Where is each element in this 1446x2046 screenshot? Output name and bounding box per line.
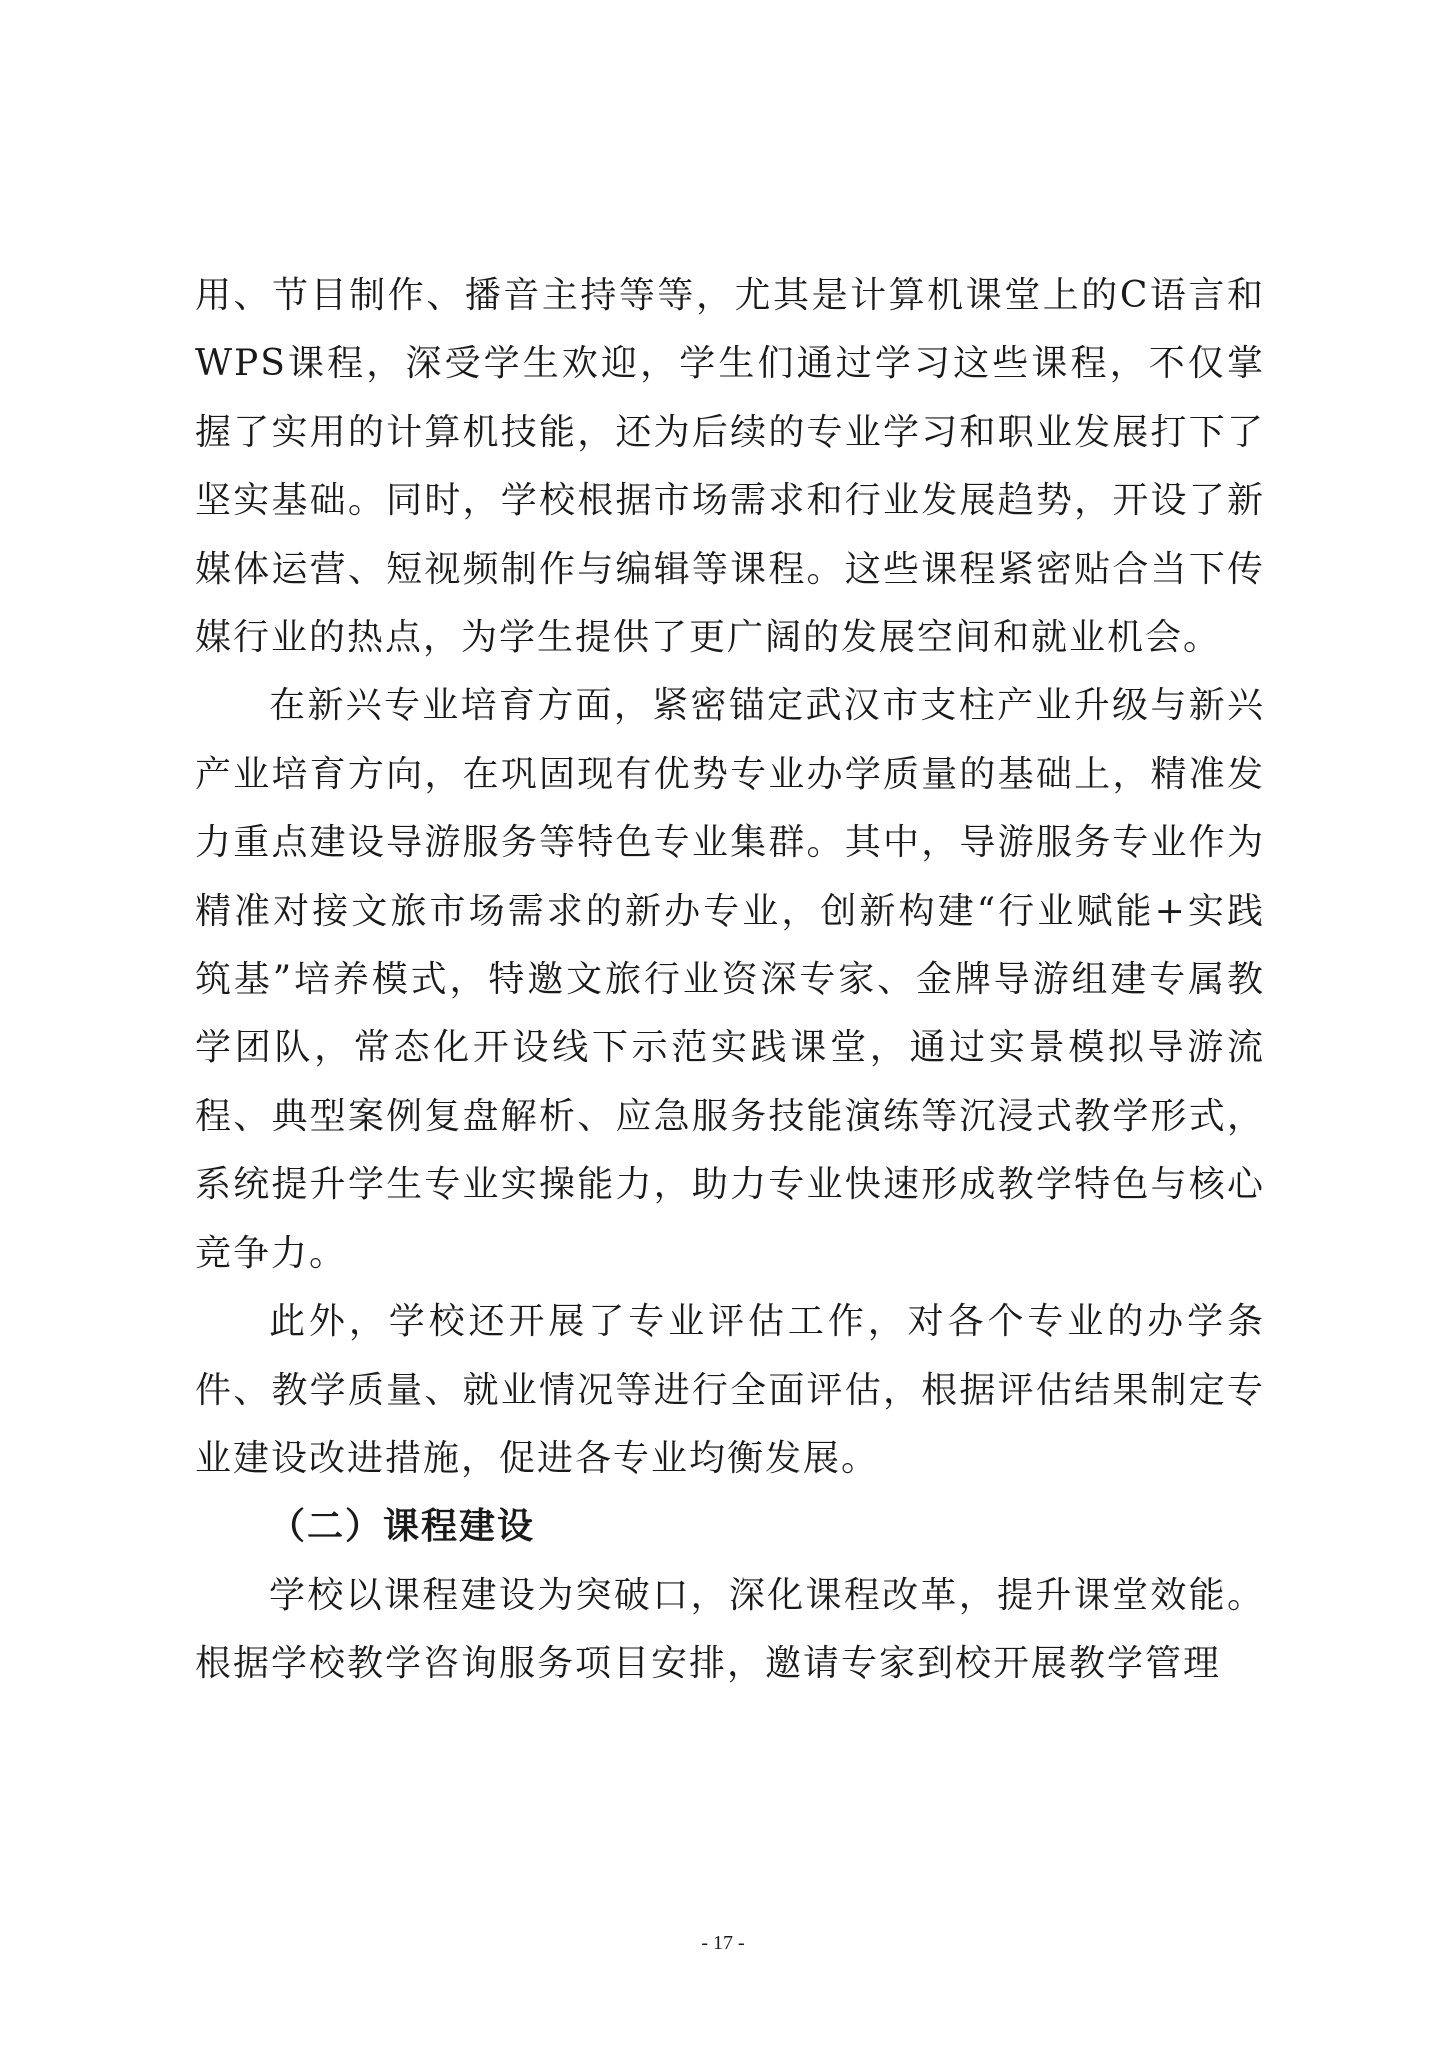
paragraph-course-intro: 用、节目制作、播音主持等等，尤其是计算机课堂上的C语言和WPS课程，深受学生欢迎，学生们通过学习这些课程，不仅掌握了实用的计算机技能，还为后续的专业学习和职业发展打下了坚实基础。同时，学校根据市场需求和行业发展趋势，开设了新媒体运营、短视频制作与编辑等课程。这些课程紧密贴合当下传媒行业的热点，为学生提供了更广阔的发展空间和就业机会。 <box>195 275 1265 659</box>
paragraph-major-evaluation: 此外，学校还开展了专业评估工作，对各个专业的办学条件、教学质量、就业情况等进行全面评估，根据评估结果制定专业建设改进措施，促进各专业均衡发展。 <box>195 1301 1265 1479</box>
paragraph-course-construction: 学校以课程建设为突破口，深化课程改革，提升课堂效能。根据学校教学咨询服务项目安排，邀请专家到校开展教学管理 <box>195 1574 1265 1685</box>
section-heading-course-construction: （二）课程建设 <box>269 1506 536 1548</box>
body-text <box>195 262 1265 1699</box>
paragraph-emerging-majors: 在新兴专业培育方面，紧密锚定武汉市支柱产业升级与新兴产业培育方向，在巩固现有优势专业办学质量的基础上，精准发力重点建设导游服务等特色专业集群。其中，导游服务专业作为精准对接文旅市场需求的新办专业，创新构建“行业赋能+实践筑基”培养模式，特邀文旅行业资深专家、金牌导游组建专属教学团队，常态化开设线下示范实践课堂，通过实景模拟导游流程、典型案例复盘解析、应急服务技能演练等沉浸式教学形式，系统提升学生专业实操能力，助力专业快速形成教学特色与核心竞争力。 <box>195 685 1265 1274</box>
page-number: - 17 - <box>701 1932 745 1954</box>
